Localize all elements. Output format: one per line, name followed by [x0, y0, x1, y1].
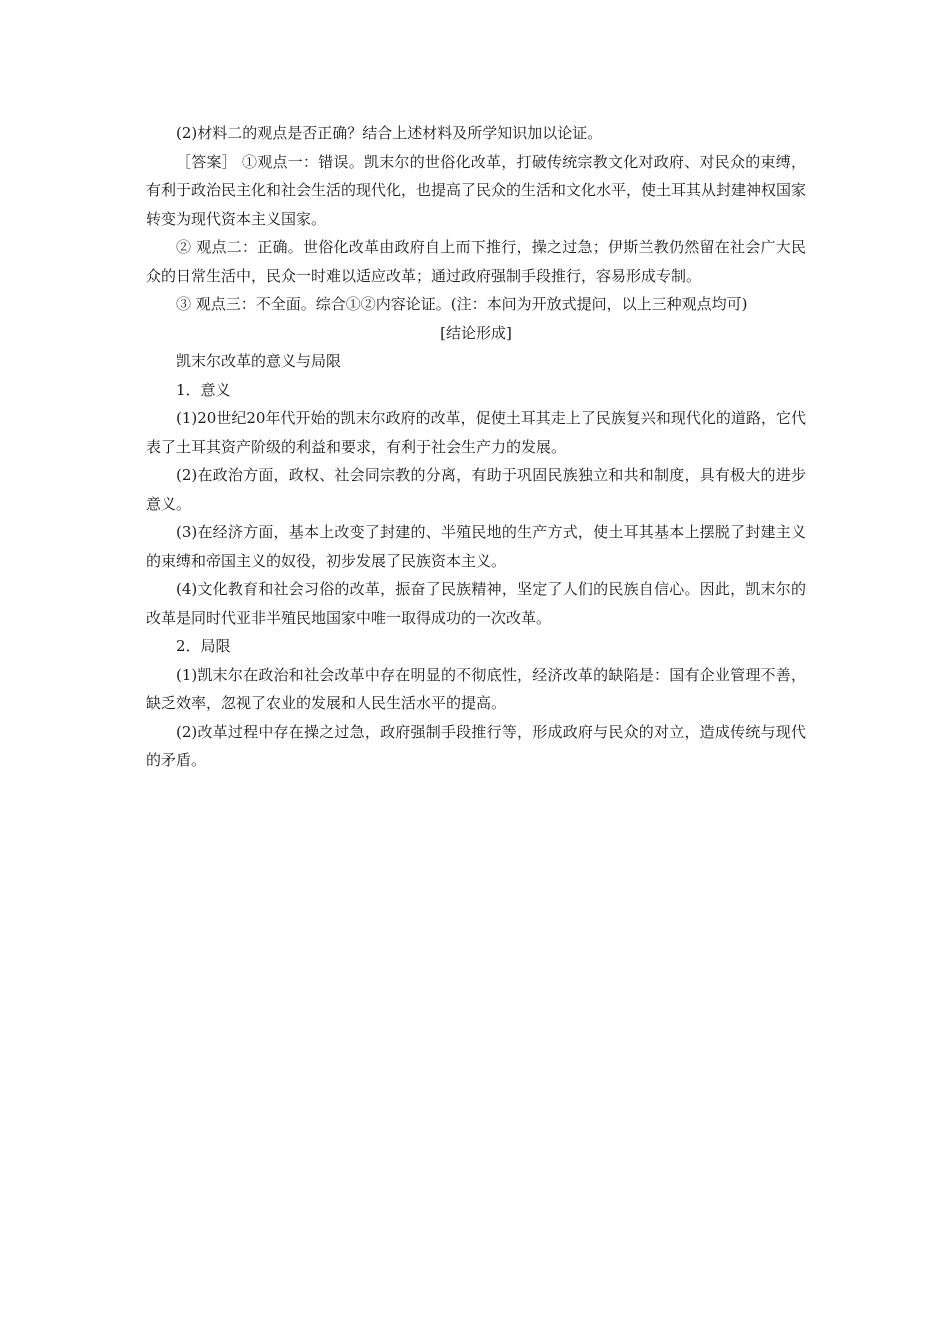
significance-heading: 1．意义 [176, 380, 231, 399]
significance-item-1: (1)20世纪20年代开始的凯末尔政府的改革，促使土耳其走上了民族复兴和现代化的道路，它代表了土耳其资产阶级的利益和要求，有利于社会生产力的发展。 [146, 409, 806, 456]
conclusion-title: [结论形成] [440, 323, 512, 342]
answer-paragraph-2: ② 观点二：正确。世俗化改革由政府自上而下推行，操之过急；伊斯兰教仍然留在社会广大民众的日常生活中，民众一时难以适应改革；通过政府强制手段推行，容易形成专制。 [146, 238, 806, 285]
question-text: (2)材料二的观点是否正确？结合上述材料及所学知识加以论证。 [176, 124, 603, 142]
limitations-item-1: (1)凯末尔在政治和社会改革中存在明显的不彻底性，经济改革的缺陷是：国有企业管理不善，缺乏效率，忽视了农业的发展和人民生活水平的提高。 [146, 665, 806, 712]
significance-item-4: (4)文化教育和社会习俗的改革，振奋了民族精神，坚定了人们的民族自信心。因此，凯末尔的改革是同时代亚非半殖民地国家中唯一取得成功的一次改革。 [146, 580, 806, 627]
conclusion-topic: 凯末尔改革的意义与局限 [176, 352, 342, 370]
limitations-item-2: (2)改革过程中存在操之过急，政府强制手段推行等，形成政府与民众的对立，造成传统与现代的矛盾。 [146, 722, 806, 769]
limitations-heading: 2．局限 [176, 637, 231, 655]
significance-item-2: (2)在政治方面，政权、社会同宗教的分离，有助于巩固民族独立和共和制度，具有极大的进步意义。 [146, 466, 806, 513]
document-body [146, 119, 806, 775]
answer-paragraph-3: ③ 观点三：不全面。综合①②内容论证。(注：本问为开放式提问，以上三种观点均可) [176, 295, 748, 313]
answer-paragraph-1: ［答案］ ①观点一：错误。凯末尔的世俗化改革，打破传统宗教文化对政府、对民众的束缚，有利于政治民主化和社会生活的现代化，也提高了民众的生活和文化水平，使土耳其从封建神权国家转变为现代资本主义国家。 [146, 152, 807, 228]
significance-item-3: (3)在经济方面，基本上改变了封建的、半殖民地的生产方式，使土耳其基本上摆脱了封建主义的束缚和帝国主义的奴役，初步发展了民族资本主义。 [146, 523, 806, 570]
